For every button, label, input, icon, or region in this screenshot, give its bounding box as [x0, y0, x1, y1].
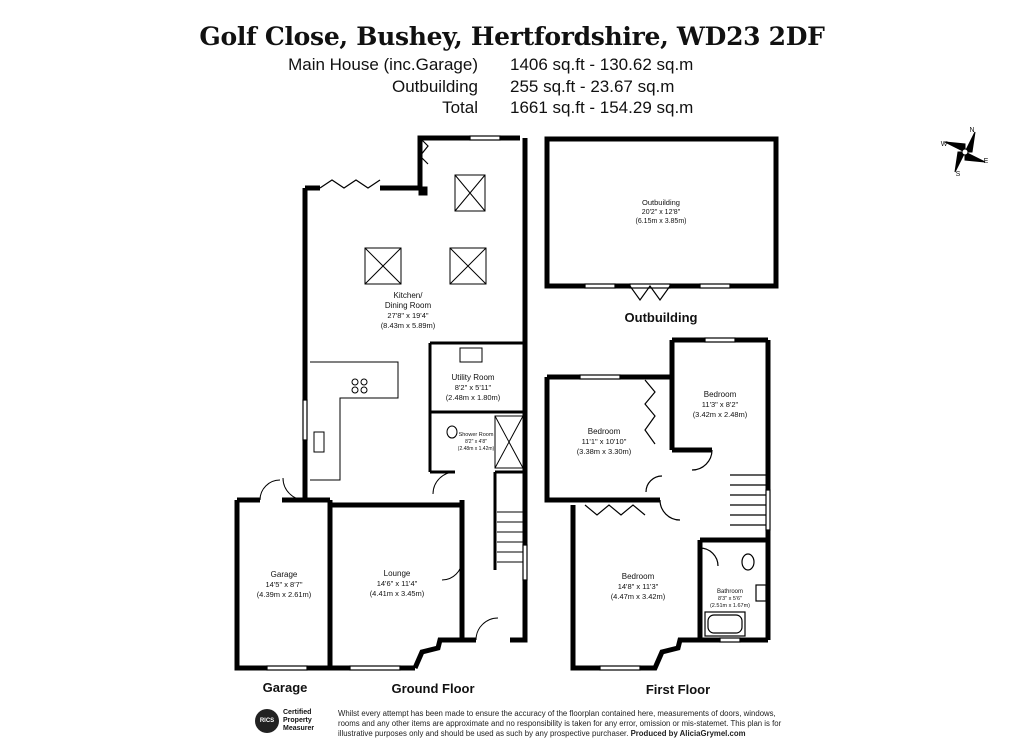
room-imperial: 8'2" x 4'8" [465, 439, 487, 445]
room-metric: (4.39m x 2.61m) [256, 590, 312, 599]
room-bathroom [710, 589, 750, 609]
room-imperial: 14'8" x 11'3" [617, 582, 659, 591]
room-metric: (2.48m x 1.42m) [457, 446, 495, 452]
room-lounge [370, 569, 425, 598]
room-name: Bedroom [621, 572, 655, 581]
disclaimer-text: Whilst every attempt has been made to ensure the accuracy of the floorplan contained here, measurements of doors, windows, rooms and any other items are approximate and no responsibility is taken for any error, omission or mis-statemet. This plan is for illustrative purposes only and should be used as such by any prospective purchaser. [338, 709, 782, 738]
room-name: Outbuilding [642, 198, 680, 207]
room-metric: (3.42m x 2.48m) [692, 410, 748, 419]
disclaimer [338, 709, 788, 739]
rics-text [283, 709, 314, 733]
rics-line: Certified [283, 709, 312, 716]
room-metric: (6.15m x 3.85m) [635, 218, 687, 225]
compass-icon [945, 132, 985, 172]
compass-n: N [969, 127, 975, 134]
room-imperial: 8'2" x 5'11" [454, 383, 492, 392]
floor-label-outbuilding: Outbuilding [624, 310, 698, 325]
area-label: Outbuilding [391, 77, 478, 96]
rics-line: Measurer [283, 725, 315, 732]
room-imperial: 8'3" x 5'6" [717, 596, 743, 602]
room-shower [458, 432, 495, 452]
room-name: Dining Room [384, 301, 432, 310]
area-label: Total [442, 98, 478, 117]
area-value: 255 sq.ft - 23.67 sq.m [510, 77, 675, 96]
room-imperial: 11'3" x 8'2" [701, 400, 739, 409]
room-name: Bedroom [703, 390, 737, 399]
floor-label-garage: Garage [262, 680, 308, 695]
room-name: Utility Room [451, 373, 495, 382]
room-imperial: 11'1" x 10'10" [581, 437, 627, 446]
room-metric: (2.51m x 1.67m) [709, 603, 751, 609]
room-utility [446, 373, 501, 402]
room-imperial: 27'8" x 19'4" [387, 311, 429, 320]
area-value: 1661 sq.ft - 154.29 sq.m [510, 98, 694, 117]
compass-s: S [955, 171, 961, 178]
room-bedroom-1 [577, 427, 632, 456]
floor-label-first: First Floor [645, 682, 711, 697]
room-metric: (8.43m x 5.89m) [380, 321, 436, 330]
property-address: Golf Close, Bushey, Hertfordshire, WD23 2DF [199, 22, 825, 51]
room-metric: (4.41m x 3.45m) [369, 589, 425, 598]
room-metric: (4.47m x 3.42m) [610, 592, 666, 601]
rics-logo: RICS [255, 709, 279, 733]
room-garage [257, 570, 312, 599]
room-name: Bedroom [587, 427, 621, 436]
area-value: 1406 sq.ft - 130.62 sq.m [510, 55, 694, 74]
room-imperial: 14'6" x 11'4" [376, 579, 418, 588]
room-outbuilding [636, 198, 687, 225]
rics-badge [255, 709, 321, 735]
room-name: Shower Room [458, 432, 494, 438]
room-imperial: 20'2" x 12'8" [641, 209, 681, 216]
room-metric: (2.48m x 1.80m) [445, 393, 501, 402]
room-bedroom-2 [693, 390, 748, 419]
compass-e: E [983, 158, 989, 165]
room-imperial: 14'5" x 8'7" [265, 580, 303, 589]
room-kitchen [381, 291, 436, 330]
room-bedroom-3 [611, 572, 666, 601]
room-name: Garage [270, 570, 298, 579]
room-metric: (3.38m x 3.30m) [576, 447, 632, 456]
room-name: Lounge [383, 569, 411, 578]
room-name: Bathroom [716, 589, 744, 595]
rics-line: Property [283, 717, 312, 724]
room-name: Kitchen/ [393, 291, 423, 300]
compass-w: W [940, 141, 948, 148]
area-label: Main House (inc.Garage) [288, 55, 478, 74]
credit-link[interactable]: Produced by AliciaGrymel.com [630, 729, 746, 738]
floor-label-ground: Ground Floor [391, 681, 475, 696]
